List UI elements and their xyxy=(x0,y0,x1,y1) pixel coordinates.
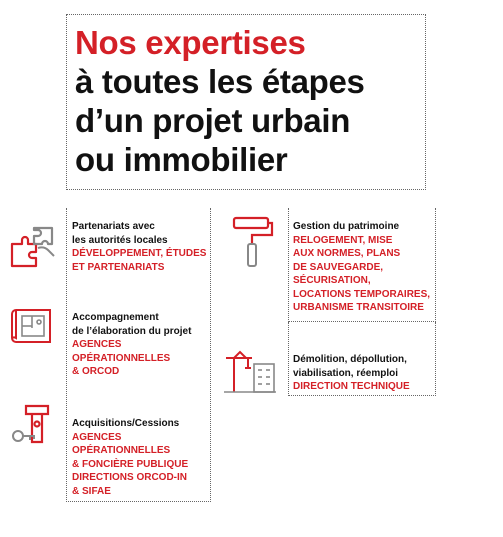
item-text: viabilisation, réemploi xyxy=(293,367,399,379)
crane-building-icon xyxy=(222,350,278,396)
headline-line-4: ou immobilier xyxy=(75,141,288,178)
key-lock-icon xyxy=(8,402,56,448)
item-label: DE SAUVEGARDE, xyxy=(293,261,384,273)
item-accompagnement xyxy=(72,311,191,379)
item-label: OPÉRATIONNELLES xyxy=(72,352,171,364)
item-label: & ORCOD xyxy=(72,366,120,377)
item-label: DIRECTIONS ORCOD-IN xyxy=(72,472,187,483)
item-label: AGENCES xyxy=(72,339,122,350)
item-text: de l’élaboration du projet xyxy=(72,325,192,337)
item-label: URBANISME TRANSITOIRE xyxy=(293,302,424,313)
item-label: & SIFAE xyxy=(72,485,111,497)
paint-roller-icon xyxy=(230,214,276,272)
headline-line-1: Nos expertises xyxy=(75,24,306,61)
item-text: Acquisitions/Cessions xyxy=(72,418,180,429)
item-gestion-patrimoine xyxy=(293,220,430,315)
headline-line-2: à toutes les étapes xyxy=(75,63,365,100)
headline-line-3: d’un projet urbain xyxy=(75,102,351,139)
item-text: Gestion du patrimoine xyxy=(293,221,400,232)
item-text: Accompagnement xyxy=(72,312,159,323)
item-text: Partenariats avec xyxy=(72,221,155,232)
item-label: ET PARTENARIATS xyxy=(72,261,165,273)
item-label: RELOGEMENT, MISE xyxy=(293,234,393,246)
item-label: & FONCIÈRE PUBLIQUE xyxy=(72,458,189,470)
item-label: AGENCES xyxy=(72,431,122,443)
headline-box xyxy=(66,14,426,190)
item-text: les autorités locales xyxy=(72,234,168,246)
item-text: Démolition, dépollution, xyxy=(293,354,407,365)
item-label: DIRECTION TECHNIQUE xyxy=(293,381,410,392)
item-label: LOCATIONS TEMPORAIRES, xyxy=(293,288,431,300)
item-demolition xyxy=(293,353,410,394)
item-label: OPÉRATIONNELLES xyxy=(72,445,171,456)
item-partenariats xyxy=(72,220,206,274)
item-label: AUX NORMES, PLANS xyxy=(293,248,401,259)
item-label: DÉVELOPPEMENT, ÉTUDES xyxy=(72,248,207,259)
blueprint-icon xyxy=(10,306,56,346)
item-label: SÉCURISATION, xyxy=(293,275,371,286)
item-acquisitions xyxy=(72,417,188,498)
puzzle-hands-icon xyxy=(8,222,58,270)
